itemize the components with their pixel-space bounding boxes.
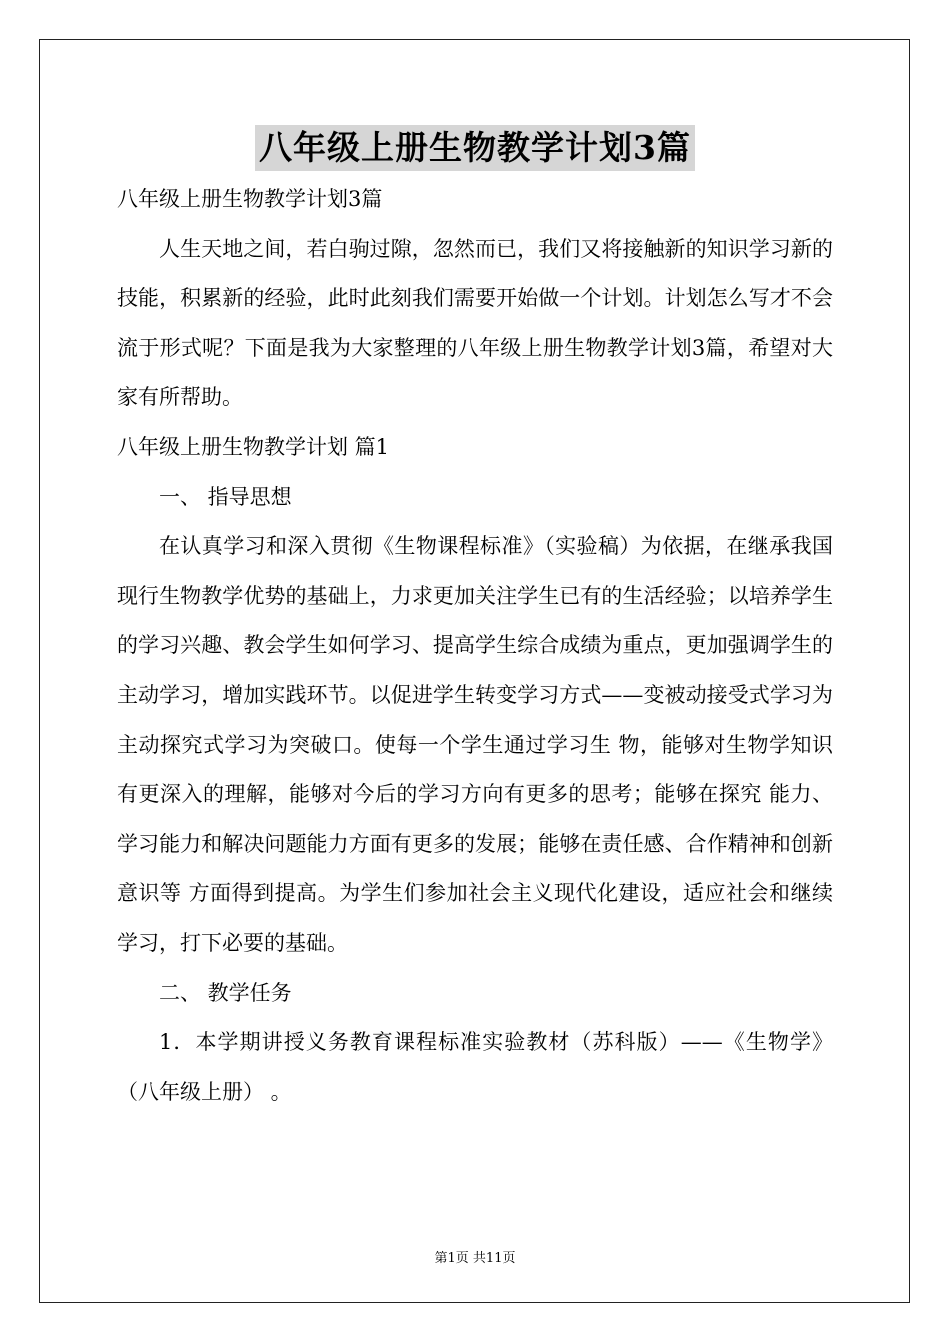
title-container — [0, 125, 950, 171]
heading-teaching-tasks: 二、 教学任务 — [159, 980, 292, 1005]
teaching-tasks-paragraph: 1．本学期讲授义务教育课程标准实验教材（苏科版）——《生物学》 （八年级上册） 。 — [117, 1030, 833, 1104]
document-body — [117, 175, 833, 1117]
section-title: 八年级上册生物教学计划 篇1 — [117, 434, 390, 459]
document-subtitle: 八年级上册生物教学计划3篇 — [117, 187, 383, 211]
guiding-idea-paragraph: 在认真学习和深入贯彻《生物课程标准》（实验稿）为依据，在继承我国现行生物教学优势的基础上，力求更加关注学生已有的生活经验；以培养学生的学习兴趣、教会学生如何学习、提高学生综合成绩为重点，更加强调学生的主动学习，增加实践环节。以促进学生转变学习方式——变被动接受式学习为主动探究式学习为突破口。使每一个学生通过学习生 物，能够对生物学知识有更深入的理解，能够对今后的学习方向有更多的思考；能够在探究 能力、学习能力和解决问题能力方面有更多的发展；能够在责任感、合作精神和创新意识等 方面得到提高。为学生们参加社会主义现代化建设，适应社会和继续学习，打下必要的基础。 — [117, 534, 833, 955]
heading-guiding-idea: 一、 指导思想 — [159, 484, 292, 509]
document-title: 八年级上册生物教学计划3篇 — [255, 125, 695, 171]
page-footer: 第1页 共11页 — [434, 1251, 516, 1266]
intro-paragraph: 人生天地之间，若白驹过隙，忽然而已，我们又将接触新的知识学习新的技能，积累新的经验，此时此刻我们需要开始做一个计划。计划怎么写才不会流于形式呢？下面是我为大家整理的八年级上册生物教学计划3篇，希望对大家有所帮助。 — [117, 236, 833, 410]
